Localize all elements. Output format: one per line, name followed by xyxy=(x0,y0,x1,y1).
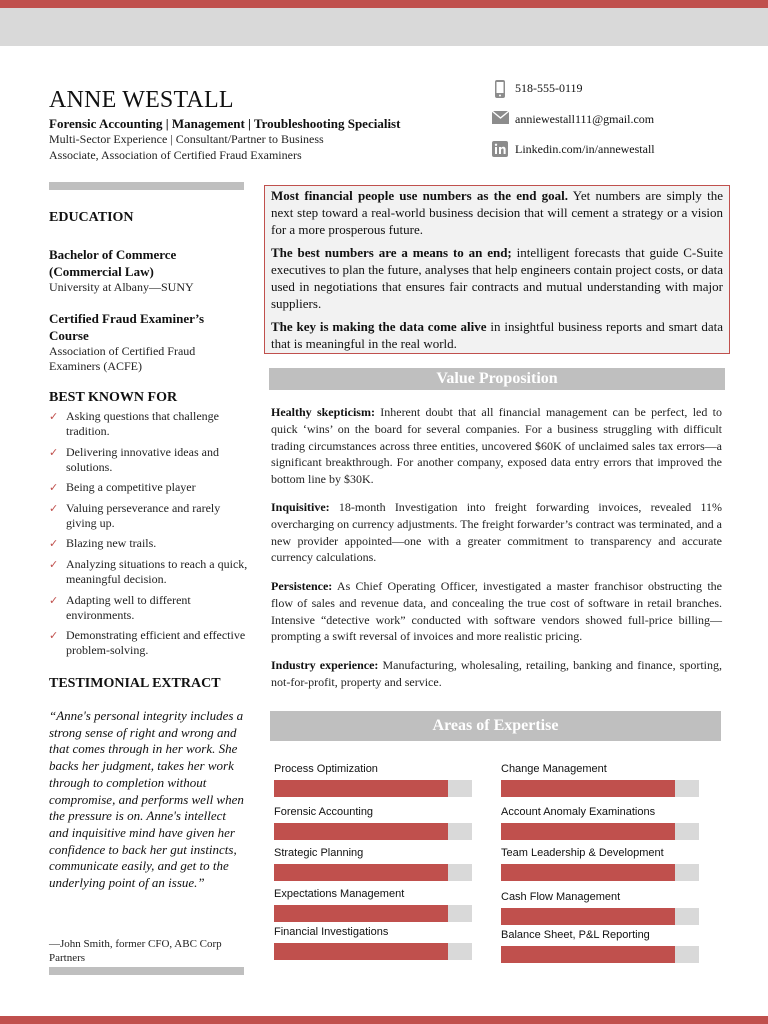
education-heading: EDUCATION xyxy=(49,210,134,225)
expertise-heading: Areas of Expertise xyxy=(270,711,721,741)
school-2-line-1: Association of Certified Fraud xyxy=(49,344,196,358)
vp-item-industry xyxy=(271,657,722,691)
callout-3-text: in insightful business reports and smart data that is meaningful in the real world. xyxy=(271,319,723,351)
skill-label: Balance Sheet, P&L Reporting xyxy=(501,929,650,941)
best-known-text: Analyzing situations to reach a quick, meaningful decision. xyxy=(66,556,248,586)
subline-1: Multi-Sector Experience | Consultant/Partner to Business xyxy=(49,132,324,146)
check-icon: ✓ xyxy=(49,481,59,495)
callout-paragraph-2 xyxy=(271,244,723,312)
list-item xyxy=(49,480,249,495)
skill-bar xyxy=(274,762,474,797)
vp-text: As Chief Operating Officer, investigated a master franchisor obstructing the flow of sales and revenue data, and concealing the true cost of software in retail branches. Intensive “detective work” conducted with software vendors showed full-price billing—prompting a swift reversal of invoices and more realistic pricing. xyxy=(271,579,722,644)
vp-label: Persistence: xyxy=(271,579,333,593)
list-item xyxy=(49,409,249,439)
best-known-text: Valuing perseverance and rarely giving up. xyxy=(66,500,221,530)
skill-track xyxy=(274,864,472,881)
list-item xyxy=(49,628,249,658)
degree-2-line-2: Course xyxy=(49,328,89,343)
list-item xyxy=(49,445,249,475)
candidate-name: ANNE WESTALL xyxy=(49,87,234,113)
skill-bar xyxy=(501,846,701,881)
skill-fill xyxy=(274,780,448,797)
vp-text: 18-month Investigation into freight forwarding invoices, revealed 11% overcharging on currency adjustments. The freight forwarder’s contract was terminated, and a new provider appointed—one with a greater commitment to transparency and accurate currency calculations. xyxy=(271,500,722,565)
school-2-line-2: Examiners (ACFE) xyxy=(49,359,142,373)
skill-fill xyxy=(274,823,448,840)
skill-label: Forensic Accounting xyxy=(274,806,374,818)
best-known-text: Demonstrating efficient and effective problem-solving. xyxy=(66,628,246,658)
skill-bar xyxy=(501,890,701,925)
skill-fill xyxy=(501,780,675,797)
list-item xyxy=(49,501,249,531)
vp-text: Manufacturing, wholesaling, retailing, banking and finance, sporting, not-for-profit, property and service. xyxy=(271,658,722,689)
top-accent-bar xyxy=(0,0,768,8)
skill-bar xyxy=(274,887,474,922)
education-degree-1 xyxy=(49,246,244,280)
skill-track xyxy=(501,908,699,925)
skill-label: Process Optimization xyxy=(274,763,378,775)
vp-label: Industry experience: xyxy=(271,658,379,672)
callout-2-text: intelligent forecasts that guide C-Suite executives to plan the future, analyses that help engineers contain project costs, or data used in negotiations that ensures fair contracts and mutual understanding with major suppliers. xyxy=(271,245,723,311)
callout-1-text: Yet numbers are simply the next step toward a real-world business decision that will cement a strategy or a vision for a more prosperous future. xyxy=(271,188,723,237)
skill-track xyxy=(501,946,699,963)
contact-email xyxy=(492,111,654,127)
check-icon: ✓ xyxy=(49,445,59,459)
skill-fill xyxy=(501,908,675,925)
best-known-text: Asking questions that challenge tradition. xyxy=(66,409,219,438)
vp-item-inquisitive xyxy=(271,499,722,566)
callout-1-bold: Most financial people use numbers as the end goal. xyxy=(271,188,569,203)
check-icon: ✓ xyxy=(49,629,59,643)
skill-track xyxy=(274,905,472,922)
email-address[interactable]: anniewestall111@gmail.com xyxy=(515,111,655,126)
skill-fill xyxy=(274,943,448,960)
bottom-accent-bar xyxy=(0,1016,768,1024)
skill-fill xyxy=(501,864,675,881)
testimonial-heading: TESTIMONIAL EXTRACT xyxy=(49,676,221,691)
check-icon: ✓ xyxy=(49,501,59,515)
callout-paragraph-1 xyxy=(271,187,723,238)
skill-bar xyxy=(274,805,474,840)
list-item xyxy=(49,536,249,551)
skill-bar xyxy=(501,762,701,797)
vp-label: Healthy skepticism: xyxy=(271,405,375,419)
skill-label: Change Management xyxy=(501,763,607,775)
check-icon: ✓ xyxy=(49,537,59,551)
left-divider-bottom xyxy=(49,967,244,975)
subline-2: Associate, Association of Certified Fraud Examiners xyxy=(49,148,302,162)
testimonial-attribution: —John Smith, former CFO, ABC Corp Partners xyxy=(49,938,222,964)
callout-3-bold: The key is making the data come alive xyxy=(271,319,487,334)
skill-label: Expectations Management xyxy=(274,888,405,900)
education-school-2 xyxy=(49,344,244,374)
vp-text: Inherent doubt that all financial management can be perfect, led to quick ‘wins’ on the board for several companies. For a business struggling with difficult trading circumstances across three entities, uncovered $60K of unclaimed sales tax errors—a significant breakthrough. For another company, exposed data entry errors that improved the bottom line by $30K. xyxy=(271,405,722,487)
skill-track xyxy=(501,780,699,797)
list-item xyxy=(49,593,249,623)
check-icon: ✓ xyxy=(49,557,59,571)
best-known-text: Adapting well to different environments. xyxy=(66,592,191,622)
vp-label: Inquisitive: xyxy=(271,500,330,514)
skill-track xyxy=(501,864,699,881)
vp-item-persistence xyxy=(271,578,722,645)
skill-label: Team Leadership & Development xyxy=(501,847,664,859)
callout-2-bold: The best numbers are a means to an end; xyxy=(271,245,512,260)
skill-fill xyxy=(501,823,675,840)
skill-bar xyxy=(501,805,701,840)
skill-bar xyxy=(501,928,701,963)
skill-fill xyxy=(501,946,675,963)
skill-label: Strategic Planning xyxy=(274,847,364,859)
skill-label: Financial Investigations xyxy=(274,926,389,938)
skill-fill xyxy=(274,905,448,922)
linkedin-url[interactable]: Linkedin.com/in/annewestall xyxy=(515,141,655,156)
best-known-heading: BEST KNOWN FOR xyxy=(49,390,178,405)
phone-number[interactable]: 518-555-0119 xyxy=(515,80,583,95)
testimonial-quote: “Anne's personal integrity includes a strong sense of right and wrong and that comes through in her work. She backs her judgment, takes her work through to completion without compromise, and performs well when the pressure is on. Anne's intellect and inquisitive mind have given her confidence to back her gut instincts, communicate easily, and get to the underlying point of an issue.” xyxy=(49,708,244,891)
linkedin-icon xyxy=(492,141,508,157)
value-proposition-heading: Value Proposition xyxy=(269,368,725,390)
contact-phone xyxy=(492,80,583,96)
degree-2-line-1: Certified Fraud Examiner’s xyxy=(49,311,205,326)
callout-paragraph-3 xyxy=(271,318,723,352)
check-icon: ✓ xyxy=(49,593,59,607)
school-1-line-1: University at Albany—SUNY xyxy=(49,280,194,294)
education-degree-2 xyxy=(49,310,244,344)
skill-label: Cash Flow Management xyxy=(501,891,621,903)
envelope-icon xyxy=(492,111,508,127)
skill-fill xyxy=(274,864,448,881)
best-known-text: Being a competitive player xyxy=(66,480,196,495)
degree-1-line-2: (Commercial Law) xyxy=(49,264,154,279)
phone-icon xyxy=(492,80,508,96)
summary-callout xyxy=(264,185,730,354)
skill-track xyxy=(274,780,472,797)
skill-track xyxy=(274,943,472,960)
skill-track xyxy=(274,823,472,840)
skill-label: Account Anomaly Examinations xyxy=(501,806,656,818)
skill-bar xyxy=(274,925,474,960)
degree-1-line-1: Bachelor of Commerce xyxy=(49,247,177,262)
top-grey-band xyxy=(0,8,768,46)
best-known-text: Blazing new trails. xyxy=(66,536,157,551)
check-icon: ✓ xyxy=(49,410,59,423)
best-known-list xyxy=(49,409,249,664)
best-known-text: Delivering innovative ideas and solutions. xyxy=(66,444,219,474)
headline: Forensic Accounting | Management | Troubleshooting Specialist xyxy=(49,116,401,131)
skill-bar xyxy=(274,846,474,881)
left-divider-top xyxy=(49,182,244,190)
vp-item-skepticism xyxy=(271,404,722,488)
education-school-1 xyxy=(49,280,244,295)
list-item xyxy=(49,557,249,587)
contact-linkedin xyxy=(492,141,655,157)
skill-track xyxy=(501,823,699,840)
